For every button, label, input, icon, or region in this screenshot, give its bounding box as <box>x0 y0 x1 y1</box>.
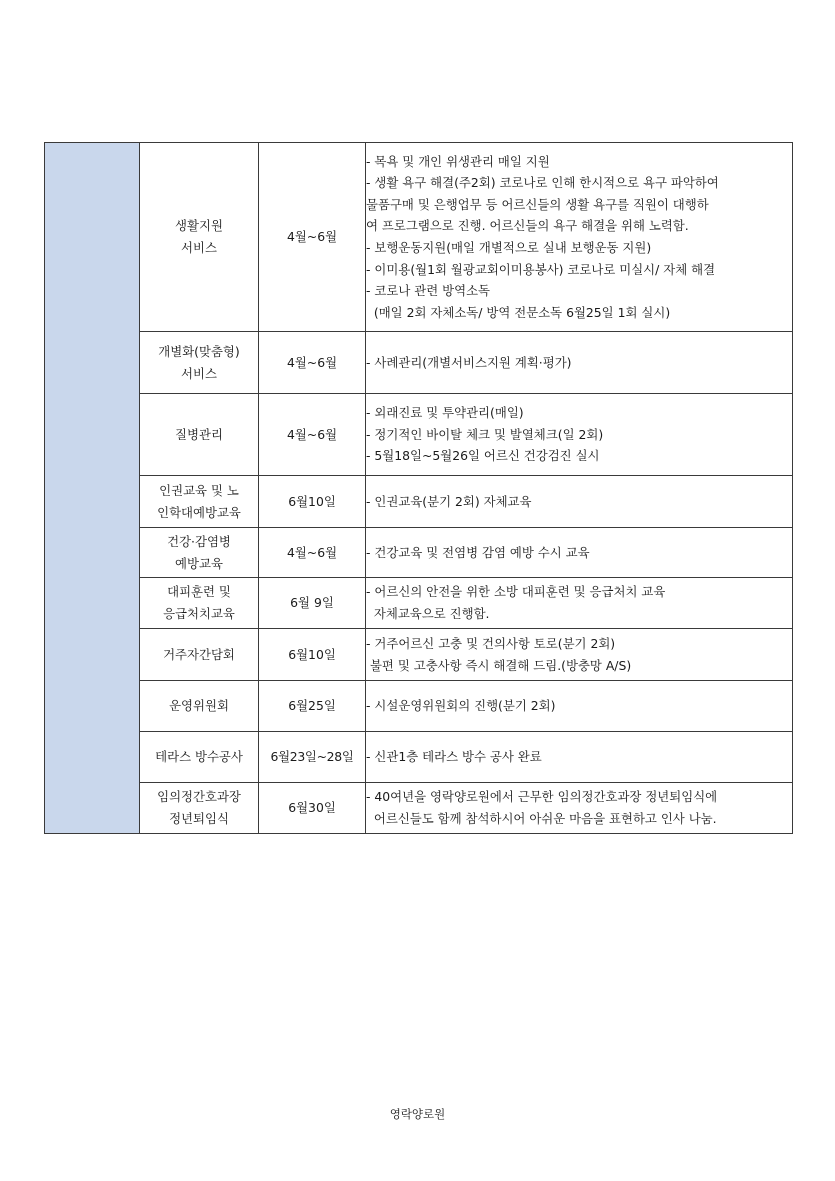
detail-line: - 신관1층 테라스 방수 공사 완료 <box>366 749 542 765</box>
detail-line: 불편 및 고충사항 즉시 해결해 드림.(방충망 A/S) <box>366 657 632 673</box>
program-name <box>140 528 259 578</box>
detail-line: - 외래진료 및 투약관리(매일) <box>366 405 524 421</box>
program-name-line: 질병관리 <box>175 426 223 442</box>
program-name-line: 인권교육 및 노 <box>159 482 239 498</box>
detail-line: - 시설운영위원회의 진행(분기 2회) <box>366 698 556 714</box>
program-name <box>140 629 259 681</box>
program-details <box>366 783 793 834</box>
detail-line: - 5월18일~5월26일 어르신 건강검진 실시 <box>366 448 600 464</box>
program-name-line: 건강·감염병 <box>167 533 231 549</box>
program-period: 6월10일 <box>259 629 366 681</box>
category-column <box>45 143 140 834</box>
table-row <box>45 783 793 834</box>
program-name-line: 거주자간담회 <box>163 646 235 662</box>
page-footer: 영락양로원 <box>389 1107 446 1121</box>
program-details <box>366 394 793 476</box>
program-name <box>140 476 259 528</box>
program-name <box>140 681 259 732</box>
detail-line: - 40여년을 영락양로원에서 근무한 임의정간호과장 정년퇴임식에 <box>366 789 718 805</box>
program-details <box>366 629 793 681</box>
program-name-line: 생활지원 <box>175 218 223 233</box>
detail-line: (매일 2회 자체소독/ 방역 전문소독 6월25일 1회 실시) <box>366 304 671 320</box>
table-row <box>45 143 793 332</box>
detail-line: - 보행운동지원(매일 개별적으로 실내 보행운동 지원) <box>366 240 652 255</box>
program-name-line: 대피훈련 및 <box>167 584 231 599</box>
program-name <box>140 732 259 783</box>
detail-line: 물품구매 및 은행업무 등 어르신들의 생활 욕구를 직원이 대행하 <box>366 196 709 212</box>
program-period: 6월 9일 <box>259 578 366 629</box>
program-name-line: 테라스 방수공사 <box>155 749 243 764</box>
program-period: 6월23일~28일 <box>259 732 366 783</box>
detail-line: - 건강교육 및 전염병 감염 예방 수시 교육 <box>366 544 590 560</box>
program-name <box>140 394 259 476</box>
program-details <box>366 578 793 629</box>
program-name-line: 정년퇴임식 <box>169 811 229 826</box>
program-details <box>366 681 793 732</box>
program-name-line: 운영위원회 <box>169 698 229 713</box>
program-name <box>140 143 259 332</box>
program-name-line: 응급처치교육 <box>163 606 235 621</box>
detail-line: - 정기적인 바이탈 체크 및 발열체크(일 2회) <box>366 426 604 442</box>
program-name-line: 서비스 <box>181 240 217 255</box>
detail-line: - 목욕 및 개인 위생관리 매일 지원 <box>366 153 550 169</box>
table-row <box>45 476 793 528</box>
table-row <box>45 732 793 783</box>
detail-line: - 사례관리(개별서비스지원 계획·평가) <box>366 354 572 370</box>
program-name-line: 임의정간호과장 <box>157 789 241 804</box>
program-details <box>366 528 793 578</box>
detail-line: - 어르신의 안전을 위한 소방 대피훈련 및 응급처치 교육 <box>366 584 666 600</box>
detail-line: - 거주어르신 고충 및 건의사항 토로(분기 2회) <box>366 635 616 651</box>
program-details <box>366 476 793 528</box>
program-period: 4월~6월 <box>259 143 366 332</box>
program-period: 6월25일 <box>259 681 366 732</box>
program-period: 4월~6월 <box>259 528 366 578</box>
program-details <box>366 332 793 394</box>
detail-line: 여 프로그램으로 진행. 어르신들의 욕구 해결을 위해 노력함. <box>366 218 689 234</box>
program-name-line: 서비스 <box>181 365 217 381</box>
program-period: 4월~6월 <box>259 332 366 394</box>
program-name <box>140 578 259 629</box>
detail-line: - 이미용(월1회 월광교회이미용봉사) 코로나로 미실시/ 자체 해결 <box>366 261 716 277</box>
program-period: 6월10일 <box>259 476 366 528</box>
detail-line: 자체교육으로 진행함. <box>366 606 490 621</box>
program-name <box>140 332 259 394</box>
program-name-line: 예방교육 <box>175 555 223 571</box>
table-row <box>45 681 793 732</box>
table-row <box>45 578 793 629</box>
program-name-line: 인학대예방교육 <box>157 504 241 520</box>
program-period: 6월30일 <box>259 783 366 834</box>
detail-line: - 생활 욕구 해결(주2회) 코로나로 인해 한시적으로 욕구 파악하여 <box>366 175 719 191</box>
table-row <box>45 394 793 476</box>
detail-line: - 인권교육(분기 2회) 자체교육 <box>366 493 532 509</box>
detail-line: - 코로나 관련 방역소독 <box>366 283 491 299</box>
detail-line: 어르신들도 함께 참석하시어 아쉬운 마음을 표현하고 인사 나눔. <box>366 811 717 826</box>
table-row <box>45 629 793 681</box>
program-details <box>366 732 793 783</box>
program-table <box>44 142 793 834</box>
program-name <box>140 783 259 834</box>
program-name-line: 개별화(맞춤형) <box>158 343 240 359</box>
program-details <box>366 143 793 332</box>
table-row <box>45 332 793 394</box>
program-period: 4월~6월 <box>259 394 366 476</box>
table-row <box>45 528 793 578</box>
